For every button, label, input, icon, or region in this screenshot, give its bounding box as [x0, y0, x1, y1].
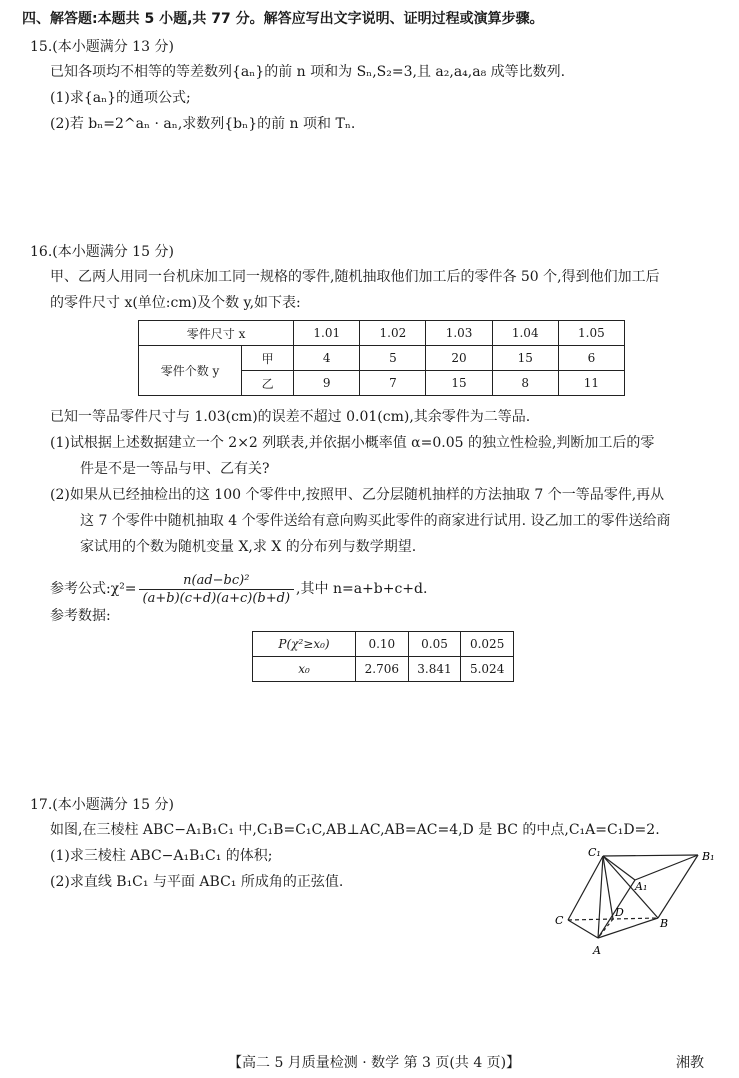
edge-c1-a1: [603, 856, 635, 880]
table-cell: 7: [360, 371, 426, 396]
problem-16-question-2-line-1: (2)如果从已经抽检出的这 100 个零件中,按照甲、乙分层随机抽样的方法抽取 7 个一等品零件,再从: [50, 487, 665, 503]
edge-c1-c: [568, 856, 603, 920]
table-cell: 6: [558, 346, 624, 371]
edge-b1-a1: [635, 855, 698, 880]
problem-17-question-1: (1)求三棱柱 ABC−A₁B₁C₁ 的体积;: [50, 848, 273, 864]
problem-17-question-2: (2)求直线 B₁C₁ 与平面 ABC₁ 所成角的正弦值.: [50, 874, 344, 890]
label-c1: C₁: [588, 846, 601, 859]
chi-table-cell: 0.025: [461, 632, 514, 657]
edge-c1-b1: [603, 855, 698, 856]
problem-16-stem-line-1: 甲、乙两人用同一台机床加工同一规格的零件,随机抽取他们加工后的零件各 50 个,得到他们加工后: [50, 269, 660, 285]
table-size-cell: 1.05: [558, 321, 624, 346]
chi-table-cell: 5.024: [461, 657, 514, 682]
label-c: C: [555, 914, 564, 927]
table-size-cell: 1.02: [360, 321, 426, 346]
problem-16-title: 16.(本小题满分 15 分): [30, 244, 174, 260]
table-cell: 15: [492, 346, 558, 371]
problem-16-stem-line-2: 的零件尺寸 x(单位:cm)及个数 y,如下表:: [50, 295, 301, 311]
problem-17-stem: 如图,在三棱柱 ABC−A₁B₁C₁ 中,C₁B=C₁C,AB⊥AC,AB=AC=4,D 是 BC 的中点,C₁A=C₁D=2.: [50, 822, 660, 838]
formula-numerator: n(ad−bc)²: [139, 572, 295, 590]
edge-c-a: [568, 920, 598, 938]
section-header: 四、解答题:本题共 5 小题,共 77 分。解答应写出文字说明、证明过程或演算步骤。: [22, 11, 544, 27]
label-b: B: [660, 917, 669, 930]
footer-edition: 湘教: [676, 1055, 704, 1071]
problem-15-question-1: (1)求{aₙ}的通项公式;: [50, 90, 191, 106]
formula-prefix: 参考公式:χ²=: [50, 581, 137, 597]
reference-data-label: 参考数据:: [50, 608, 111, 624]
problem-15-title: 15.(本小题满分 13 分): [30, 39, 174, 55]
chi-table-row-label: P(χ²≥x₀): [253, 632, 356, 657]
table-size-cell: 1.04: [492, 321, 558, 346]
label-d: D: [615, 906, 624, 919]
label-a: A: [593, 944, 601, 957]
formula-suffix: ,其中 n=a+b+c+d.: [296, 581, 428, 597]
table-cell: 20: [426, 346, 492, 371]
problem-15-stem: 已知各项均不相等的等差数列{aₙ}的前 n 项和为 Sₙ,S₂=3,且 a₂,a₄,a₈ 成等比数列.: [50, 64, 566, 80]
problem-16-info: 已知一等品零件尺寸与 1.03(cm)的误差不超过 0.01(cm),其余零件为二等品.: [50, 409, 531, 425]
edge-c1-a-interior: [598, 856, 603, 938]
chi-table-cell: 0.10: [356, 632, 409, 657]
chi-table-cell: 3.841: [408, 657, 461, 682]
table-row-label-yi: 乙: [242, 371, 294, 396]
footer-page-info: 【高二 5 月质量检测 · 数学 第 3 页(共 4 页)】: [228, 1055, 521, 1071]
chi-table-cell: 2.706: [356, 657, 409, 682]
triangular-prism-figure: [540, 838, 720, 963]
table-cell: 9: [294, 371, 360, 396]
problem-16-question-1-line-1: (1)试根据上述数据建立一个 2×2 列联表,并依据小概率值 α=0.05 的独立性检验,判断加工后的零: [50, 435, 655, 451]
table-cell: 15: [426, 371, 492, 396]
chi-table-cell: 0.05: [408, 632, 461, 657]
problem-16-question-2-line-2: 这 7 个零件中随机抽取 4 个零件送给有意向购买此零件的商家进行试用. 设乙加工的零件送给商: [80, 513, 671, 529]
table-count-label: 零件个数 y: [139, 346, 242, 396]
label-a1: A₁: [635, 880, 648, 893]
table-header-size-label: 零件尺寸 x: [139, 321, 294, 346]
label-b1: B₁: [702, 850, 715, 863]
problem-15-question-2: (2)若 bₙ=2^aₙ · aₙ,求数列{bₙ}的前 n 项和 Tₙ.: [50, 116, 356, 132]
formula-fraction: [139, 572, 295, 607]
edge-b1-b: [658, 855, 698, 918]
reference-formula: [50, 570, 427, 608]
problem-16-question-2-line-3: 家试用的个数为随机变量 X,求 X 的分布列与数学期望.: [80, 539, 417, 555]
formula-denominator: (a+b)(c+d)(a+c)(b+d): [142, 590, 291, 606]
table-size-cell: 1.03: [426, 321, 492, 346]
chi-table-row-label: x₀: [253, 657, 356, 682]
table-cell: 8: [492, 371, 558, 396]
table-row-label-jia: 甲: [242, 346, 294, 371]
table-cell: 11: [558, 371, 624, 396]
table-cell: 4: [294, 346, 360, 371]
edge-a-b: [598, 918, 658, 938]
table-size-cell: 1.01: [294, 321, 360, 346]
chi-square-table: [252, 631, 514, 682]
problem-16-question-1-line-2: 件是不是一等品与甲、乙有关?: [80, 461, 270, 477]
problem-17-title: 17.(本小题满分 15 分): [30, 797, 174, 813]
table-cell: 5: [360, 346, 426, 371]
size-count-table: [138, 320, 625, 396]
